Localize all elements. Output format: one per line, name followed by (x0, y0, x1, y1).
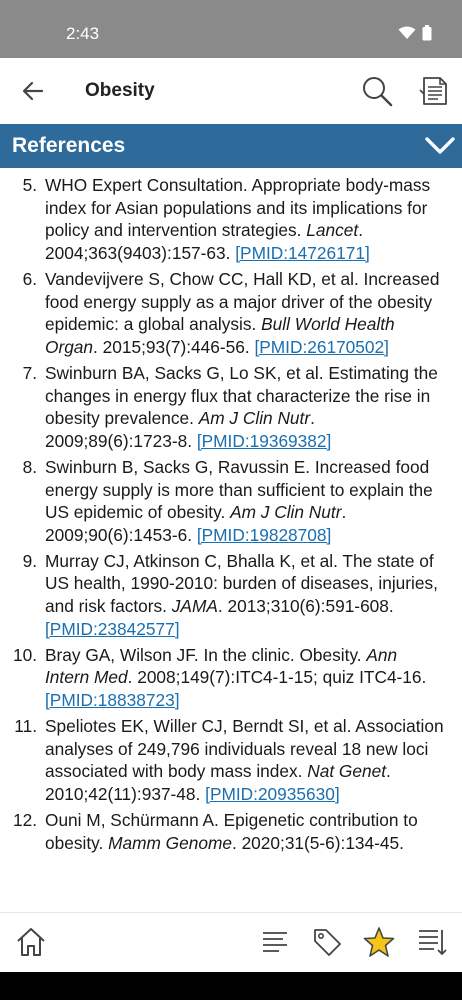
reference-item (0, 644, 462, 712)
pmid-link[interactable]: [PMID:19828708] (196, 524, 332, 545)
reference-journal: Bull World Health Organ (45, 314, 395, 357)
back-button[interactable] (16, 76, 50, 106)
pmid-link[interactable]: [PMID:19369382] (196, 430, 332, 451)
reference-citation: Swinburn BA, Sacks G, Lo SK, et al. Estimating the changes in energy flux that characterize the rise in obesity prevalence. (45, 362, 438, 429)
pmid-link[interactable]: [PMID:26170502] (254, 336, 389, 357)
reference-number: 11. (14, 716, 37, 737)
reference-details: . 2020;31(5-6):134-45. (231, 832, 404, 853)
references-list (0, 168, 462, 854)
reference-number: 7. (22, 362, 37, 383)
status-icons (398, 25, 432, 46)
reference-journal: Nat Genet (307, 761, 387, 782)
reference-item (0, 268, 462, 358)
reference-number: 9. (22, 550, 37, 571)
reference-details: . 2013;310(6):591-608. (217, 596, 394, 617)
reference-details: . 2010;42(11):937-48. (45, 761, 391, 804)
reference-details: . 2009;89(6):1723-8. (45, 408, 315, 451)
reference-journal: Am J Clin Nutr (198, 408, 311, 429)
back-arrow-icon (22, 81, 44, 101)
reference-number: 5. (22, 175, 37, 195)
reference-number: 6. (22, 268, 37, 289)
reference-citation: Vandevijvere S, Chow CC, Hall KD, et al. Increased food energy supply as a major driver of the obesity epidemic: a global analysis. (45, 268, 440, 335)
wifi-icon (398, 26, 416, 45)
references-content[interactable] (0, 168, 462, 912)
app-bar (0, 58, 462, 124)
section-title: References (12, 134, 126, 157)
reference-number: 12. (12, 810, 37, 831)
reference-citation: Murray CJ, Atkinson C, Bhalla K, et al. The state of US health, 1990-2010: burden of diseases, injuries, and risk factors. (45, 550, 438, 617)
reference-item (0, 174, 462, 264)
star-icon (362, 925, 396, 959)
reference-journal: JAMA (171, 596, 218, 617)
pmid-link[interactable]: [PMID:23842577] (45, 618, 180, 639)
reference-journal: Lancet (306, 220, 359, 241)
reference-number: 10. (12, 644, 37, 665)
search-button[interactable] (358, 72, 396, 110)
reference-item (0, 456, 462, 546)
home-icon (15, 926, 47, 958)
reference-details: . 2009;90(6):1453-6. (45, 502, 347, 545)
reference-item (0, 362, 462, 452)
reference-citation: Swinburn B, Sacks G, Ravussin E. Increased food energy supply is more than sufficient to explain the US epidemic of obesity. (45, 456, 433, 523)
page-title: Obesity (85, 80, 155, 101)
reference-details: . 2008;149(7):ITC4-1-15; quiz ITC4-16. (127, 667, 427, 688)
tag-button[interactable] (308, 923, 346, 961)
reference-details: . 2004;363(9403):157-63. (45, 220, 363, 263)
reference-list-button[interactable] (414, 923, 452, 961)
reference-citation: WHO Expert Consultation. Appropriate body-mass index for Asian populations and its implications for policy and intervention strategies. (45, 175, 431, 241)
references-header[interactable] (0, 124, 462, 168)
reference-item (0, 715, 462, 805)
outline-button[interactable] (256, 923, 294, 961)
reference-citation: Speliotes EK, Willer CJ, Berndt SI, et al. Association analyses of 249,796 individuals reveal 18 new loci associated with body mass index. (45, 716, 444, 782)
reference-item (0, 550, 462, 640)
tag-icon (311, 926, 343, 958)
home-button[interactable] (12, 923, 50, 961)
reference-list-icon (416, 926, 450, 958)
document-icon (416, 72, 452, 110)
favorite-button[interactable] (360, 923, 398, 961)
reference-details: . 2015;93(7):446-56. (93, 336, 255, 357)
pmid-link[interactable]: [PMID:14726171] (235, 242, 370, 263)
reference-citation: Bray GA, Wilson JF. In the clinic. Obesity. (45, 644, 367, 665)
collapse-button[interactable] (424, 132, 456, 160)
reference-number: 8. (22, 456, 37, 477)
reference-item (0, 809, 462, 854)
search-icon (358, 72, 396, 110)
chevron-down-icon (424, 132, 456, 160)
system-gesture-bar (0, 972, 462, 1000)
outline-list-icon (259, 926, 291, 958)
reference-journal: Am J Clin Nutr (230, 502, 342, 523)
status-bar (0, 0, 462, 58)
status-time: 2:43 (66, 24, 100, 43)
pmid-link[interactable]: [PMID:20935630] (205, 784, 340, 804)
pmid-link[interactable]: [PMID:18838723] (45, 690, 180, 711)
reference-journal: Mamm Genome (108, 832, 232, 853)
battery-icon (422, 25, 432, 46)
document-button[interactable] (416, 72, 452, 110)
reference-citation: Ouni M, Schürmann A. Epigenetic contribution to obesity. (45, 810, 418, 853)
reference-journal: Ann Intern Med (45, 644, 398, 688)
bottom-navigation (0, 912, 462, 972)
